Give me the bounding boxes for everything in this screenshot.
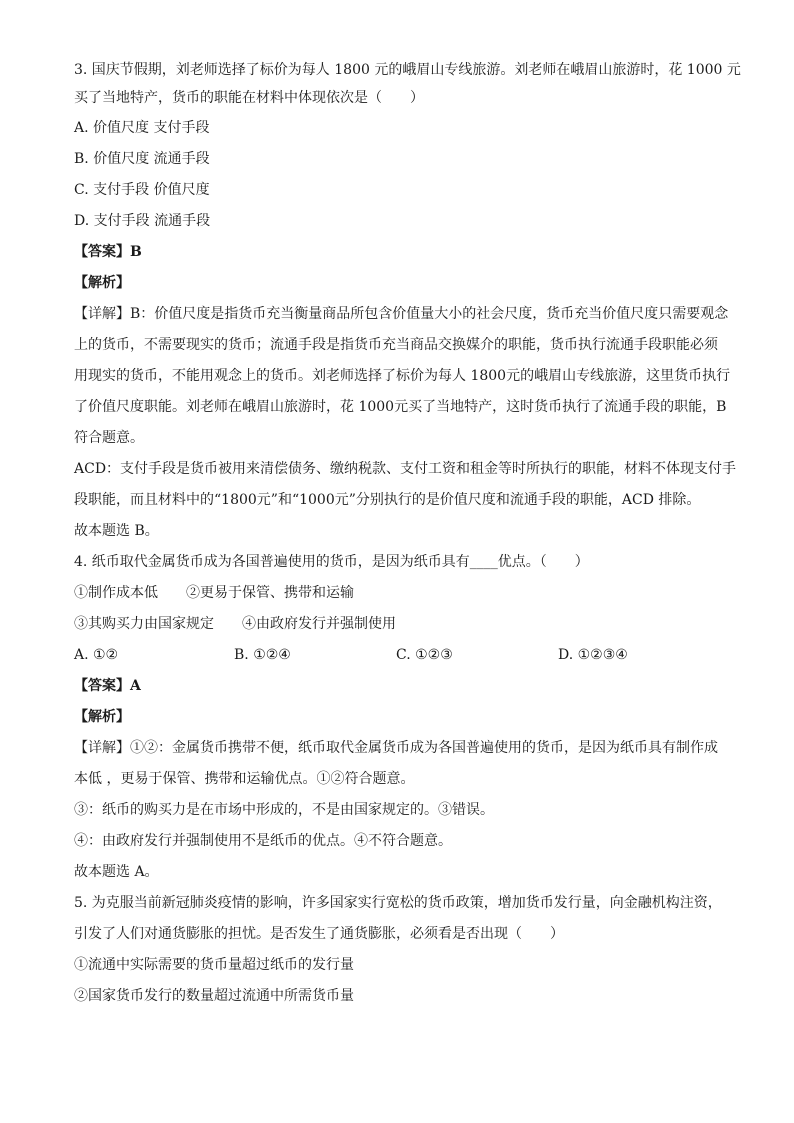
stem-line: 买了当地特产，货币的职能在材料中体现依次是（ ） [74, 90, 424, 106]
detail-line: 上的货币，不需要现实的货币；流通手段是指货币充当商品交换媒介的职能，货币执行流通手段职能必须 [74, 337, 718, 353]
option-c: C. 支付手段 价值尺度 [74, 182, 210, 198]
stem-line: 引发了人们对通货膨胀的担忧。是否发生了通货膨胀，必须看是否出现（ ） [74, 926, 564, 942]
analysis-label: 【解析】 [74, 275, 130, 291]
detail-line: ③：纸币的购买力是在市场中形成的，不是由国家规定的。③错误。 [74, 802, 494, 818]
choices-row [74, 645, 724, 676]
detail-line: ④：由政府发行并强制使用不是纸币的优点。④不符合题意。 [74, 833, 452, 849]
detail-line: 用现实的货币，不能用观念上的货币。刘老师选择了标价为每人 1800元的峨眉山专线旅游，这里货币执行 [74, 368, 731, 384]
detail-line: ACD：支付手段是货币被用来清偿债务、缴纳税款、支付工资和租金等时所执行的职能，材料不体现支付手 [74, 461, 737, 477]
detail-line: 段职能，而且材料中的“1800元”和“1000元”分别执行的是价值尺度和流通手段的职能，ACD 排除。 [74, 492, 701, 508]
detail-line: 故本题选 B。 [74, 523, 159, 539]
detail-line: 本低 ，更易于保管、携带和运输优点。①②符合题意。 [74, 771, 415, 787]
detail-line: 【详解】B：价值尺度是指货币充当衡量商品所包含价值量大小的社会尺度，货币充当价值尺度只需要观念 [74, 306, 729, 322]
statement-line: ③其购买力由国家规定 ④由政府发行并强制使用 [74, 616, 396, 632]
option-a: A. 价值尺度 支付手段 [74, 120, 210, 136]
choice-a: A. ①② [74, 647, 119, 663]
question-3-detail [74, 304, 737, 552]
question-3 [74, 60, 741, 552]
analysis-label: 【解析】 [74, 709, 130, 725]
answer-label: 【答案】A [74, 678, 141, 694]
question-5-stem [74, 893, 724, 955]
detail-line: 符合题意。 [74, 430, 144, 446]
question-5 [74, 893, 724, 1017]
choice-d: D. ①②③④ [558, 647, 628, 663]
question-4-detail [74, 738, 724, 893]
detail-line: 故本题选 A。 [74, 864, 159, 880]
statement-line: ①流通中实际需要的货币量超过纸币的发行量 [74, 957, 354, 973]
option-d: D. 支付手段 流通手段 [74, 213, 211, 229]
statement-line: ②国家货币发行的数量超过流通中所需货币量 [74, 988, 354, 1004]
detail-line: 了价值尺度职能。刘老师在峨眉山旅游时，花 1000元买了当地特产，这时货币执行了流通手段的职能，B [74, 399, 727, 415]
choice-c: C. ①②③ [396, 647, 453, 663]
statement-line: ①制作成本低 ②更易于保管、携带和运输 [74, 585, 354, 601]
stem-line: 5. 为克服当前新冠肺炎疫情的影响，许多国家实行宽松的货币政策，增加货币发行量，向金融机构注资， [74, 895, 722, 911]
option-b: B. 价值尺度 流通手段 [74, 151, 210, 167]
detail-line: 【详解】①②：金属货币携带不便，纸币取代金属货币成为各国普遍使用的货币，是因为纸币具有制作成 [74, 740, 718, 756]
question-4 [74, 552, 724, 893]
question-4-stem: 4. 纸币取代金属货币成为各国普遍使用的货币，是因为纸币具有____优点。（ ） [74, 554, 589, 570]
answer-label: 【答案】B [74, 244, 142, 260]
choice-b: B. ①②④ [234, 647, 291, 663]
document-page [74, 60, 741, 1017]
stem-line: 3. 国庆节假期，刘老师选择了标价为每人 1800 元的峨眉山专线旅游。刘老师在峨眉山旅游时，花 1000 元 [74, 62, 741, 78]
question-3-stem [74, 60, 741, 108]
